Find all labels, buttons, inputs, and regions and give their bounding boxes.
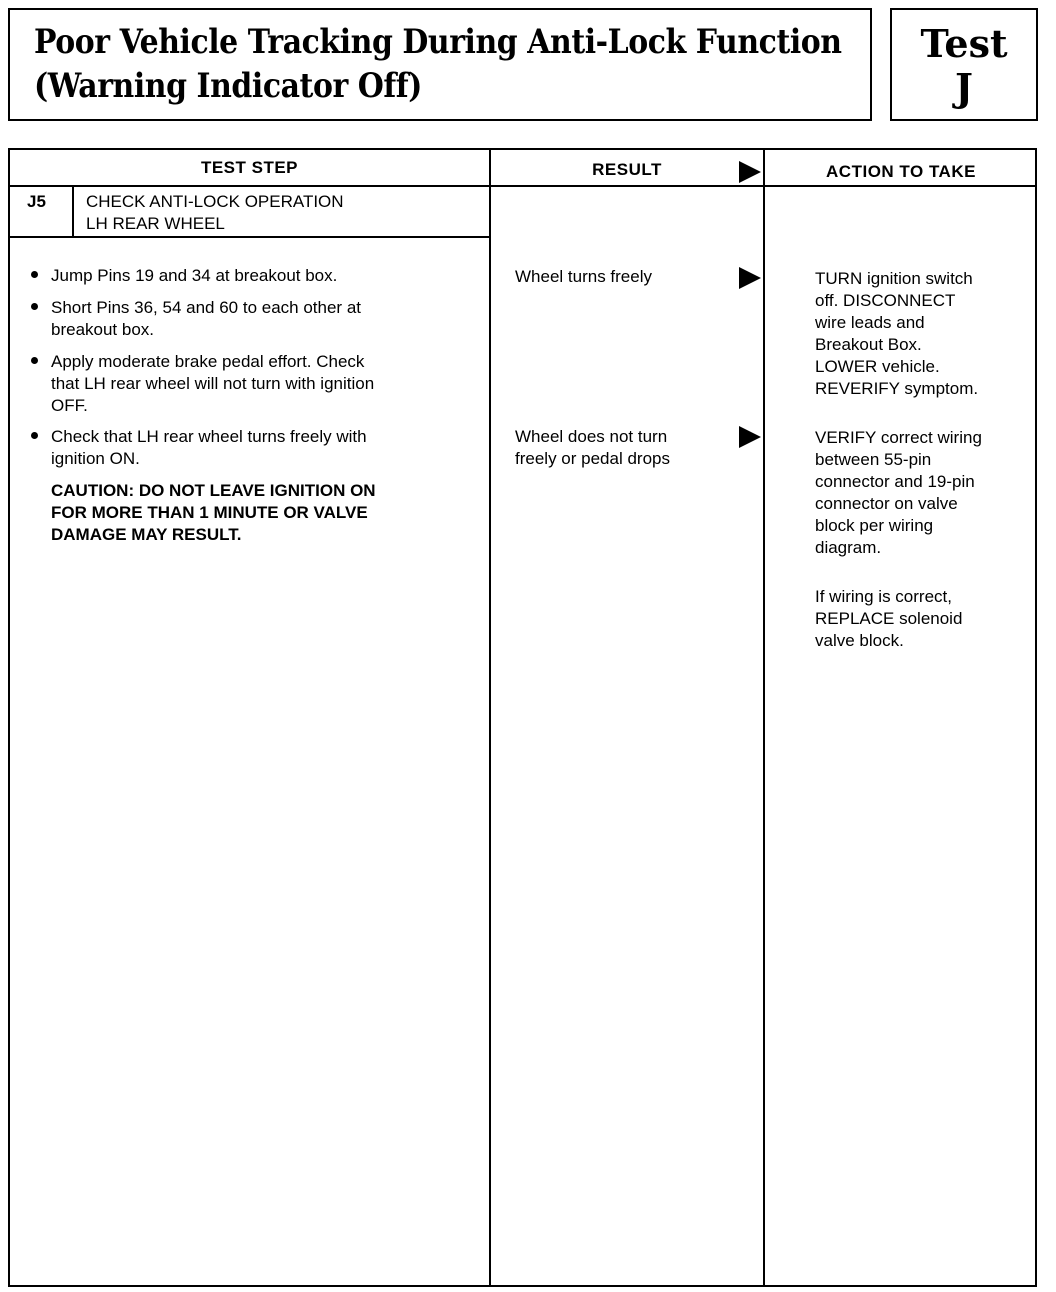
action-2-followup-line-3: valve block. (815, 631, 904, 650)
action-1-line-4: Breakout Box. (815, 335, 922, 354)
step-instruction-2 (51, 297, 361, 341)
header-arrow-icon (739, 161, 761, 183)
action-2-line-1: VERIFY correct wiring (815, 428, 982, 447)
column-header-test-step: TEST STEP (200, 158, 299, 177)
action-1-line-6: REVERIFY symptom. (815, 379, 979, 398)
title-box (8, 8, 872, 121)
action-1 (815, 268, 978, 400)
step-instruction-1-line-1: Jump Pins 19 and 34 at breakout box. (51, 266, 338, 285)
bullet-icon (31, 432, 38, 439)
result-2-line-1: Wheel does not turn (515, 427, 668, 446)
step-instruction-4 (51, 426, 367, 470)
step-instruction-3-line-3: OFF. (51, 396, 88, 415)
bullet-icon (31, 271, 38, 278)
action-1-line-1: TURN ignition switch (815, 269, 973, 288)
test-label-box (890, 8, 1038, 121)
title-line-2: (Warning Indicator Off) (34, 66, 422, 106)
step-instruction-3-line-1: Apply moderate brake pedal effort. Check (51, 352, 365, 371)
step-id: J5 (27, 192, 46, 211)
bullet-icon (31, 357, 38, 364)
result-2 (515, 426, 670, 470)
action-2-followup-line-2: REPLACE solenoid (815, 609, 963, 628)
column-divider-1 (489, 148, 491, 1287)
action-2 (815, 427, 982, 559)
step-header-divider (8, 236, 491, 238)
action-2-line-5: block per wiring (815, 516, 934, 535)
result-1-line-1: Wheel turns freely (515, 267, 652, 286)
action-2-line-4: connector on valve (815, 494, 958, 513)
caution-line-1: CAUTION: DO NOT LEAVE IGNITION ON (51, 481, 376, 500)
action-2-followup (815, 586, 962, 652)
caution-line-2: FOR MORE THAN 1 MINUTE OR VALVE (51, 503, 368, 522)
test-word: Test (920, 21, 1008, 66)
action-2-line-6: diagram. (815, 538, 882, 557)
result-arrow-icon (739, 267, 761, 289)
step-instruction-1 (51, 265, 337, 287)
header-divider (8, 185, 1037, 187)
action-2-line-3: connector and 19-pin (815, 472, 975, 491)
action-1-line-5: LOWER vehicle. (815, 357, 940, 376)
title-line-1: Poor Vehicle Tracking During Anti-Lock Function (34, 22, 842, 62)
step-id-divider (72, 186, 74, 237)
column-header-result: RESULT (592, 160, 662, 179)
result-2-line-2: freely or pedal drops (515, 449, 670, 468)
action-2-followup-line-1: If wiring is correct, (815, 587, 952, 606)
step-instruction-4-line-2: ignition ON. (51, 449, 140, 468)
action-2-line-2: between 55-pin (815, 450, 932, 469)
action-1-line-2: off. DISCONNECT (815, 291, 956, 310)
bullet-icon (31, 303, 38, 310)
step-instruction-3-line-2: that LH rear wheel will not turn with ignition (51, 374, 375, 393)
column-divider-2 (763, 148, 765, 1287)
step-title-line-2: LH REAR WHEEL (86, 214, 225, 233)
page-title (34, 20, 842, 108)
result-1 (515, 266, 652, 288)
step-instruction-2-line-1: Short Pins 36, 54 and 60 to each other at (51, 298, 361, 317)
step-instruction-4-line-1: Check that LH rear wheel turns freely with (51, 427, 367, 446)
result-arrow-icon (739, 426, 761, 448)
test-label (892, 22, 1036, 110)
step-instruction-2-line-2: breakout box. (51, 320, 155, 339)
step-title-line-1: CHECK ANTI-LOCK OPERATION (86, 192, 344, 211)
action-1-line-3: wire leads and (815, 313, 925, 332)
caution-note (51, 480, 376, 546)
step-instruction-3 (51, 351, 374, 417)
caution-line-3: DAMAGE MAY RESULT. (51, 525, 242, 544)
column-header-action: ACTION TO TAKE (826, 162, 976, 181)
test-letter: J (955, 65, 973, 110)
